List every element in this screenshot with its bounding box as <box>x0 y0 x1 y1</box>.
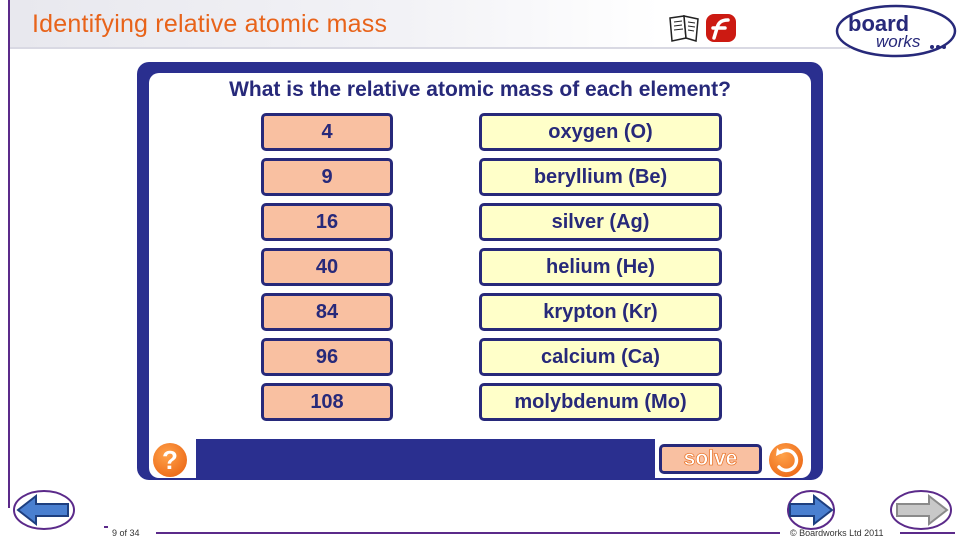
prev-slide-button[interactable] <box>12 489 76 531</box>
activity-question: What is the relative atomic mass of each element? <box>229 78 731 101</box>
left-border-rule <box>8 0 10 508</box>
element-target[interactable]: molybdenum (Mo) <box>479 383 722 421</box>
element-target[interactable]: beryllium (Be) <box>479 158 722 196</box>
boardworks-logo <box>834 3 958 59</box>
element-target[interactable]: silver (Ag) <box>479 203 722 241</box>
header-icons <box>668 12 740 44</box>
element-target[interactable]: krypton (Kr) <box>479 293 722 331</box>
mass-tile[interactable]: 16 <box>261 203 393 241</box>
element-target[interactable]: calcium (Ca) <box>479 338 722 376</box>
mass-tile[interactable]: 84 <box>261 293 393 331</box>
svg-text:board: board <box>848 11 910 36</box>
reset-button[interactable] <box>769 443 803 477</box>
mass-tile[interactable]: 40 <box>261 248 393 286</box>
title-underline <box>10 47 850 49</box>
next-slide-disabled-button <box>889 489 953 531</box>
element-target[interactable]: helium (He) <box>479 248 722 286</box>
book-icon <box>670 16 698 41</box>
solve-button[interactable]: solve <box>659 444 762 474</box>
mass-tile[interactable]: 96 <box>261 338 393 376</box>
flash-icon <box>706 14 736 42</box>
next-slide-button[interactable] <box>786 489 836 531</box>
reset-icon <box>769 443 803 477</box>
help-button[interactable]: ? <box>153 443 187 477</box>
mass-tile[interactable]: 9 <box>261 158 393 196</box>
footer-rule-left <box>104 526 108 528</box>
page-title: Identifying relative atomic mass <box>32 10 388 38</box>
mass-tile[interactable]: 4 <box>261 113 393 151</box>
svg-text:works: works <box>876 32 921 51</box>
element-target[interactable]: oxygen (O) <box>479 113 722 151</box>
page-number: 9 of 34 <box>112 528 140 538</box>
mass-tile[interactable]: 108 <box>261 383 393 421</box>
footer-rule <box>156 532 780 534</box>
copyright-notice: © Boardworks Ltd 2011 <box>790 528 884 538</box>
footer-rule-right <box>900 532 955 534</box>
